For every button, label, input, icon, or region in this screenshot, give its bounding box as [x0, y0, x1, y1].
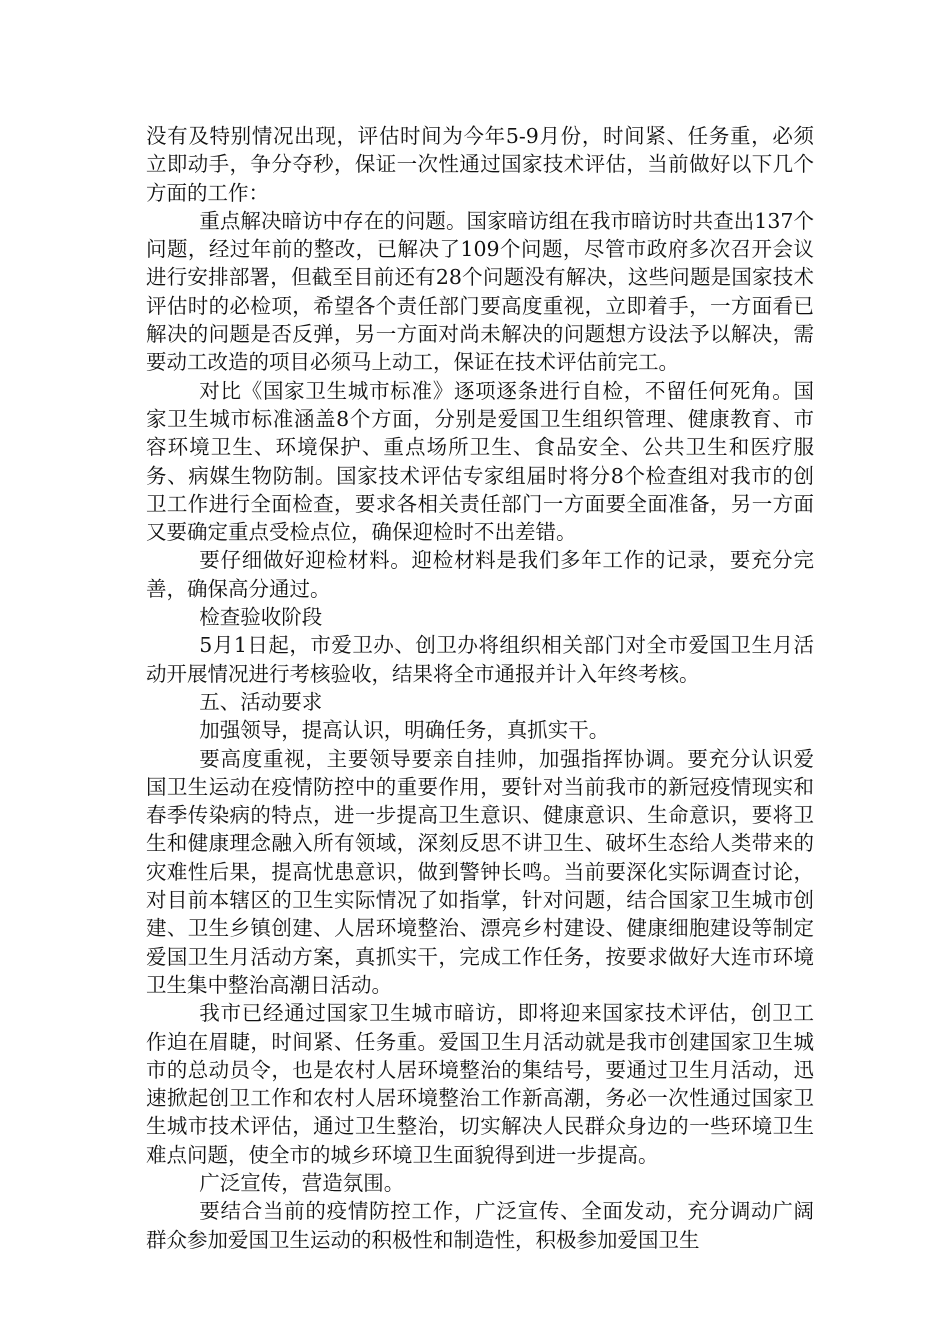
paragraph: 对比《国家卫生城市标准》逐项逐条进行自检，不留任何死角。国家卫生城市标准涵盖8个方面，分别是爱国卫生组织管理、健康教育、市容环境卫生、环境保护、重点场所卫生、食品安全、公共卫生和医疗服务、病媒生物防制。国家技术评估专家组届时将分8个检查组对我市的创卫工作进行全面检查，要求各相关责任部门一方面要全面准备，另一方面又要确定重点受检点位，确保迎检时不出差错。	[146, 378, 814, 545]
paragraph: 重点解决暗访中存在的问题。国家暗访组在我市暗访时共查出137个问题，经过年前的整改，已解决了109个问题，尽管市政府多次召开会议进行安排部署，但截至目前还有28个问题没有解决，这些问题是国家技术评估时的必检项，希望各个责任部门要高度重视，立即着手，一方面看已解决的问题是否反弹，另一方面对尚未解决的问题想方设法予以解决，需要动工改造的项目必须马上动工，保证在技术评估前完工。	[146, 208, 814, 375]
document-body	[146, 122, 814, 1254]
paragraph: 要仔细做好迎检材料。迎检材料是我们多年工作的记录，要充分完善，确保高分通过。	[146, 548, 814, 601]
paragraph: 5月1日起，市爱卫办、创卫办将组织相关部门对全市爱国卫生月活动开展情况进行考核验收，结果将全市通报并计入年终考核。	[146, 633, 814, 686]
paragraph: 我市已经通过国家卫生城市暗访，即将迎来国家技术评估，创卫工作迫在眉睫，时间紧、任务重。爱国卫生月活动就是我市创建国家卫生城市的总动员令，也是农村人居环境整治的集结号，要通过卫生月活动，迅速掀起创卫工作和农村人居环境整治工作新高潮，务必一次性通过国家卫生城市技术评估，通过卫生整治，切实解决人民群众身边的一些环境卫生难点问题，使全市的城乡环境卫生面貌得到进一步提高。	[146, 1001, 814, 1167]
section-heading: 加强领导，提高认识，明确任务，真抓实干。	[199, 718, 610, 743]
section-heading: 广泛宣传，营造氛围。	[199, 1170, 405, 1195]
paragraph: 要高度重视，主要领导要亲自挂帅，加强指挥协调。要充分认识爱国卫生运动在疫情防控中的重要作用，要针对当前我市的新冠疫情现实和春季传染病的特点，进一步提高卫生意识、健康意识、生命意识，要将卫生和健康理念融入所有领域，深刻反思不讲卫生、破坏生态给人类带来的灾难性后果，提高忧患意识，做到警钟长鸣。当前要深化实际调查讨论，对目前本辖区的卫生实际情况了如指掌，针对问题，结合国家卫生城市创建、卫生乡镇创建、人居环境整治、漂亮乡村建设、健康细胞建设等制定爱国卫生月活动方案，真抓实干，完成工作任务，按要求做好大连市环境卫生集中整治高潮日活动。	[146, 746, 814, 997]
paragraph: 没有及特别情况出现，评估时间为今年5-9月份，时间紧、任务重，必须立即动手，争分夺秒，保证一次性通过国家技术评估，当前做好以下几个方面的工作：	[146, 124, 814, 205]
section-heading: 检查验收阶段	[199, 605, 323, 630]
section-heading: 五、活动要求	[199, 689, 323, 714]
paragraph: 要结合当前的疫情防控工作，广泛宣传、全面发动，充分调动广阔群众参加爱国卫生运动的积极性和制造性，积极参加爱国卫生	[146, 1199, 814, 1252]
